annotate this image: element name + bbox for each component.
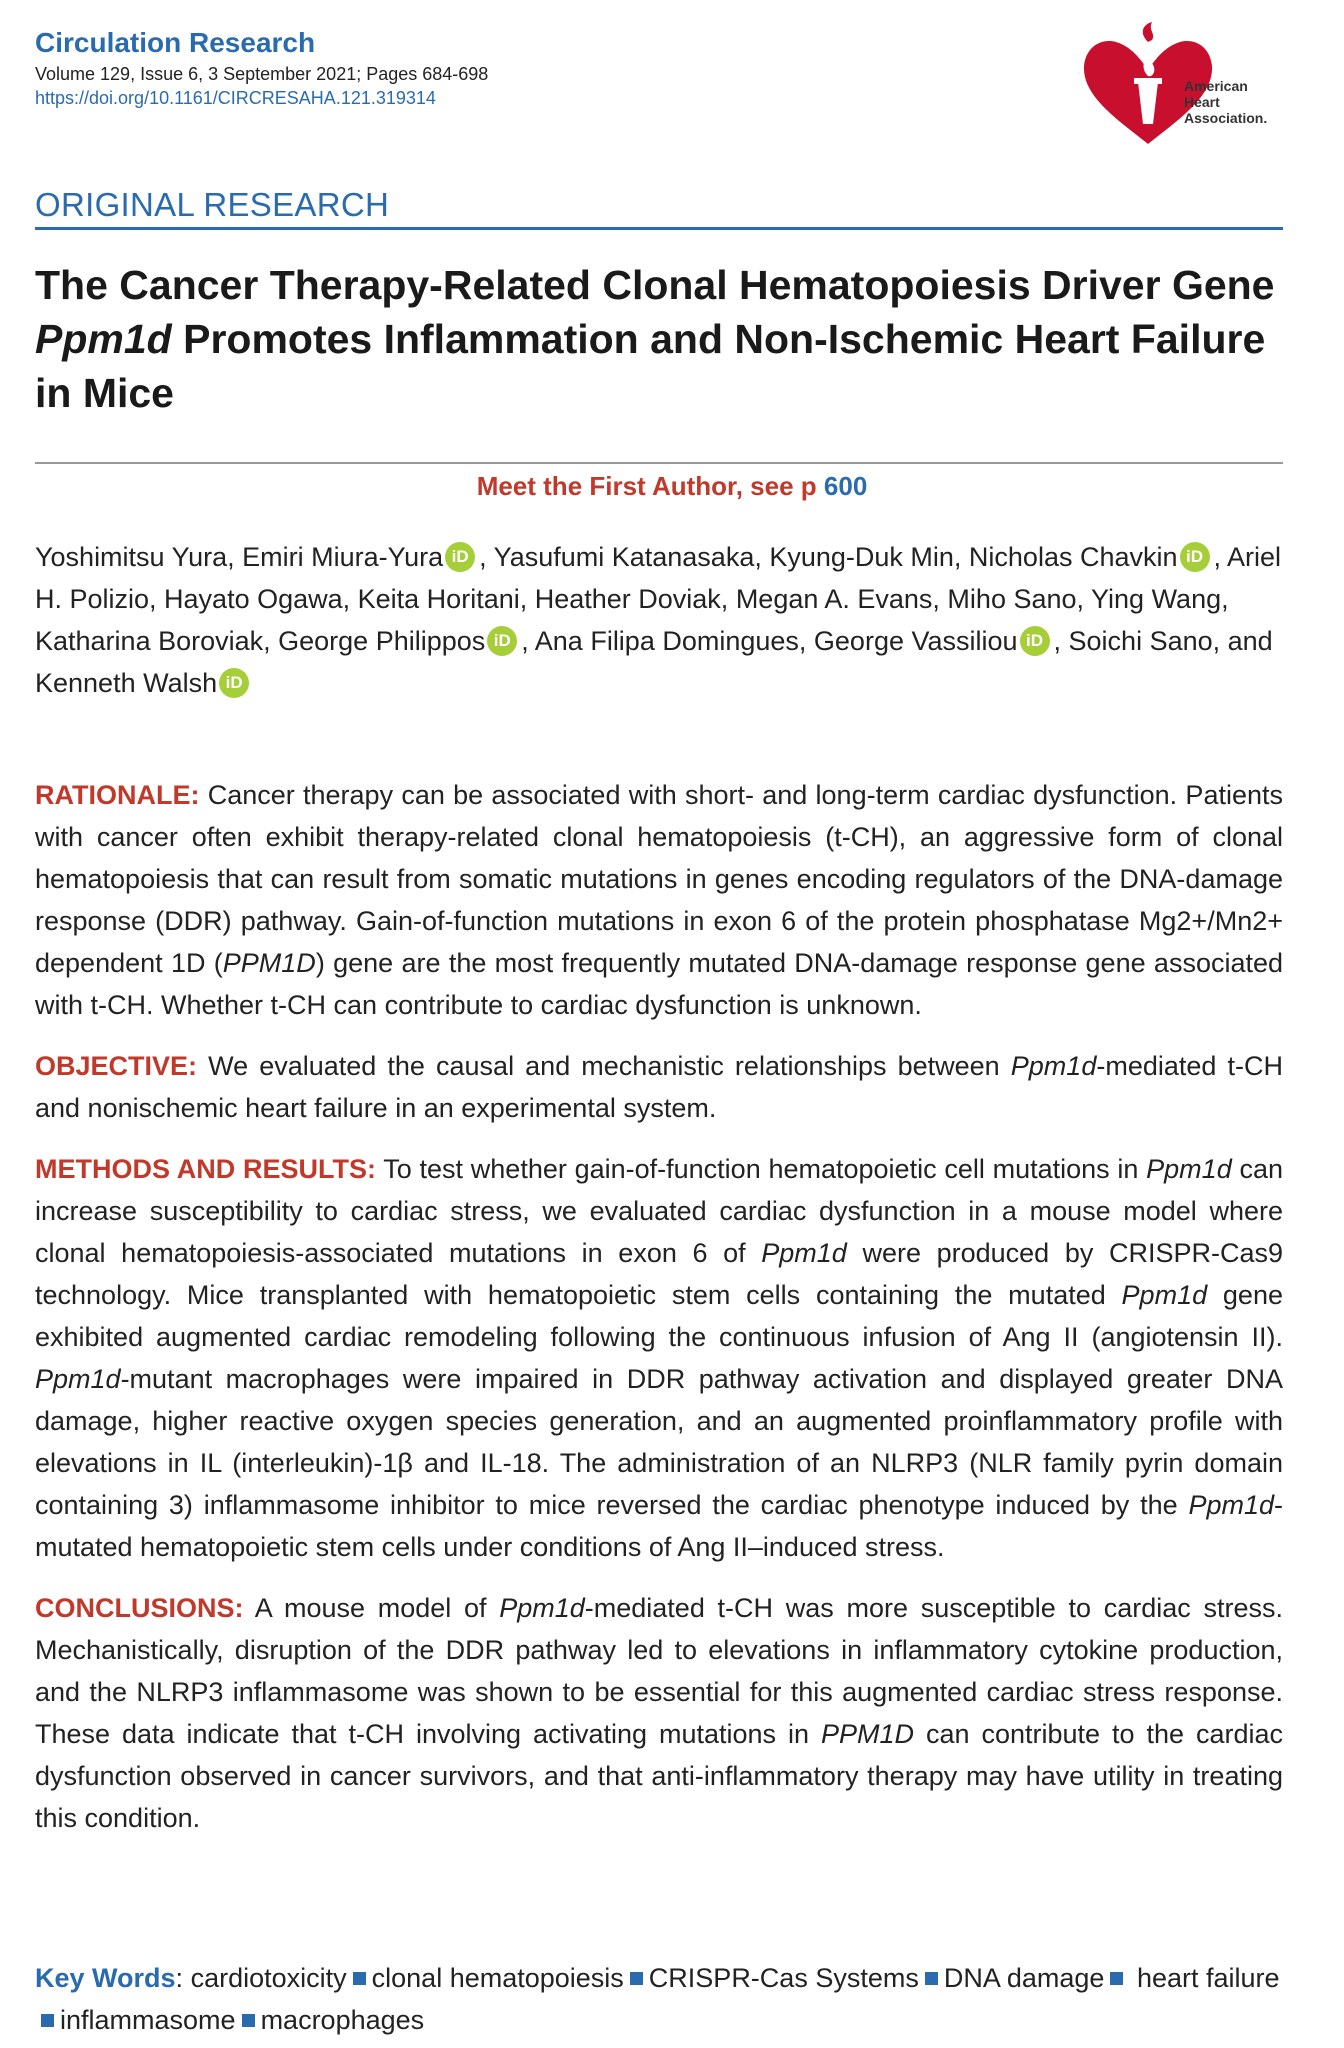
- doi-link[interactable]: https://doi.org/10.1161/CIRCRESAHA.121.319314: [35, 88, 436, 108]
- keyword-item[interactable]: clonal hematopoiesis: [371, 1963, 624, 1993]
- aha-wordmark: [1184, 78, 1267, 126]
- square-bullet-icon: [925, 1972, 938, 1985]
- abstract-text: A mouse model of: [243, 1593, 500, 1623]
- gene-name: Ppm1d: [761, 1238, 847, 1268]
- keyword-item[interactable]: cardiotoxicity: [190, 1963, 347, 1993]
- abstract-text: -mutated hematopoietic stem cells under conditions of Ang II–induced stress.: [35, 1490, 1283, 1562]
- abstract-text: -mediated t-CH was more susceptible to cardiac stress. Mechanistically, disruption of the DDR pathway led to elevations in inflammatory cytokine production, and the NLRP3 inflammasome was shown to be essential for this augmented cardiac stress response. These data indicate that t-CH involving activating mutations in: [35, 1593, 1283, 1749]
- keywords-section: [35, 1957, 1295, 2041]
- author-names: , Ana Filipa Domingues, George Vassiliou: [521, 626, 1018, 656]
- gene-name: Ppm1d: [499, 1593, 585, 1623]
- abstract-text: -mutant macrophages were impaired in DDR pathway activation and displayed greater DNA damage, higher reactive oxygen species generation, and an augmented proinflammatory profile with elevations in IL (interleukin)-1β and IL-18. The administration of an NLRP3 (NLR family pyrin domain containing 3) inflammasome inhibitor to mice reversed the cardiac phenotype induced by the: [35, 1364, 1283, 1520]
- keywords-colon: :: [175, 1963, 184, 1993]
- gene-name: PPM1D: [222, 948, 316, 978]
- gene-name: Ppm1d: [35, 1364, 121, 1394]
- author-names: Yoshimitsu Yura, Emiri Miura-Yura: [35, 542, 444, 572]
- square-bullet-icon: [41, 2014, 54, 2027]
- author-names: , Soichi Sano, and Kenneth Walsh: [35, 626, 1273, 698]
- abstract-text: can contribute to the cardiac dysfunction observed in cancer survivors, and that anti-inflammatory therapy may have utility in treating this condition.: [35, 1719, 1284, 1833]
- title-divider: [35, 462, 1283, 464]
- abstract-text: -mediated t-CH and nonischemic heart failure in an experimental system.: [35, 1051, 1283, 1123]
- abstract-text: To test whether gain-of-function hematopoietic cell mutations in: [376, 1154, 1147, 1184]
- author-names: , Yasufumi Katanasaka, Kyung-Duk Min, Nicholas Chavkin: [479, 542, 1178, 572]
- meet-first-author-page-link[interactable]: 600: [823, 471, 868, 501]
- orcid-icon[interactable]: iD: [219, 668, 249, 698]
- journal-name[interactable]: Circulation Research: [35, 27, 316, 58]
- journal-issue-info: Volume 129, Issue 6, 3 September 2021; Pages 684-698: [35, 64, 489, 84]
- abstract-text: We evaluated the causal and mechanistic relationships between: [197, 1051, 1011, 1081]
- square-bullet-icon: [630, 1972, 643, 1985]
- gene-name: Ppm1d: [1146, 1154, 1232, 1184]
- article-title: [35, 258, 1295, 420]
- abstract-text: Cancer therapy can be associated with short- and long-term cardiac dysfunction. Patients with cancer often exhibit therapy-related clonal hematopoiesis (t-CH), an aggressive form of clonal hematopoiesis that can result from somatic mutations in genes encoding regulators of the DNA-damage response (DDR) pathway. Gain-of-function mutations in exon 6 of the protein phosphatase Mg2+/Mn2+ dependent 1D (: [35, 780, 1283, 978]
- aha-wordmark-line: Heart: [1184, 94, 1220, 110]
- keyword-item[interactable]: inflammasome: [60, 2005, 236, 2035]
- gene-name: Ppm1d: [1188, 1490, 1274, 1520]
- title-text: Promotes Inflammation and Non-Ischemic Heart Failure in Mice: [35, 316, 1266, 416]
- abstract-text: were produced by CRISPR-Cas9 technology. Mice transplanted with hematopoietic stem cells containing the mutated: [35, 1238, 1283, 1310]
- journal-header: [35, 26, 488, 110]
- objective-heading: OBJECTIVE:: [35, 1051, 198, 1081]
- meet-first-author-text: Meet the First Author, see p: [476, 471, 824, 501]
- article-type-label: ORIGINAL RESEARCH: [35, 186, 390, 223]
- title-gene-name: Ppm1d: [35, 316, 172, 362]
- gene-name: Ppm1d: [1121, 1280, 1208, 1310]
- abstract-methods-results: [35, 1148, 1283, 1568]
- orcid-icon[interactable]: iD: [1180, 542, 1210, 572]
- conclusions-heading: CONCLUSIONS:: [35, 1593, 244, 1623]
- keyword-item[interactable]: macrophages: [260, 2005, 425, 2035]
- gene-name: PPM1D: [821, 1719, 915, 1749]
- keyword-item[interactable]: CRISPR-Cas Systems: [648, 1963, 919, 1993]
- meet-first-author-note: [0, 468, 1344, 504]
- abstract-text: ) gene are the most frequently mutated DNA-damage response gene associated with t-CH. Whether t-CH can contribute to cardiac dysfunction is unknown.: [35, 948, 1284, 1020]
- keywords-heading: Key Words: [35, 1963, 176, 1993]
- abstract-text: gene exhibited augmented cardiac remodeling following the continuous infusion of Ang II (angiotensin II).: [35, 1280, 1283, 1352]
- abstract-conclusions: [35, 1587, 1283, 1839]
- keyword-item[interactable]: heart failure: [1136, 1963, 1280, 1993]
- aha-wordmark-line: Association.: [1184, 110, 1268, 126]
- orcid-icon[interactable]: iD: [487, 626, 517, 656]
- aha-wordmark-line: American: [1184, 78, 1248, 94]
- title-text: The Cancer Therapy-Related Clonal Hematopoiesis Driver Gene: [35, 262, 1275, 308]
- square-bullet-icon: [1110, 1972, 1123, 1985]
- section-divider: [35, 227, 1283, 230]
- abstract-objective: [35, 1045, 1283, 1129]
- gene-name: Ppm1d: [1010, 1051, 1097, 1081]
- author-list: [35, 536, 1295, 704]
- square-bullet-icon: [353, 1972, 366, 1985]
- square-bullet-icon: [242, 2014, 255, 2027]
- author-names: , Ariel H. Polizio, Hayato Ogawa, Keita Horitani, Heather Doviak, Megan A. Evans, Miho Sano, Ying Wang, Katharina Boroviak, George Philippos: [35, 542, 1282, 656]
- orcid-icon[interactable]: iD: [1020, 626, 1050, 656]
- abstract-text: can increase susceptibility to cardiac stress, we evaluated cardiac dysfunction in a mouse model where clonal hematopoiesis-associated mutations in exon 6 of: [35, 1154, 1283, 1268]
- keyword-item[interactable]: DNA damage: [943, 1963, 1105, 1993]
- rationale-heading: RATIONALE:: [35, 780, 200, 810]
- methods-heading: METHODS AND RESULTS:: [35, 1154, 376, 1184]
- orcid-icon[interactable]: iD: [445, 542, 475, 572]
- abstract: [35, 774, 1283, 1858]
- abstract-rationale: [35, 774, 1283, 1026]
